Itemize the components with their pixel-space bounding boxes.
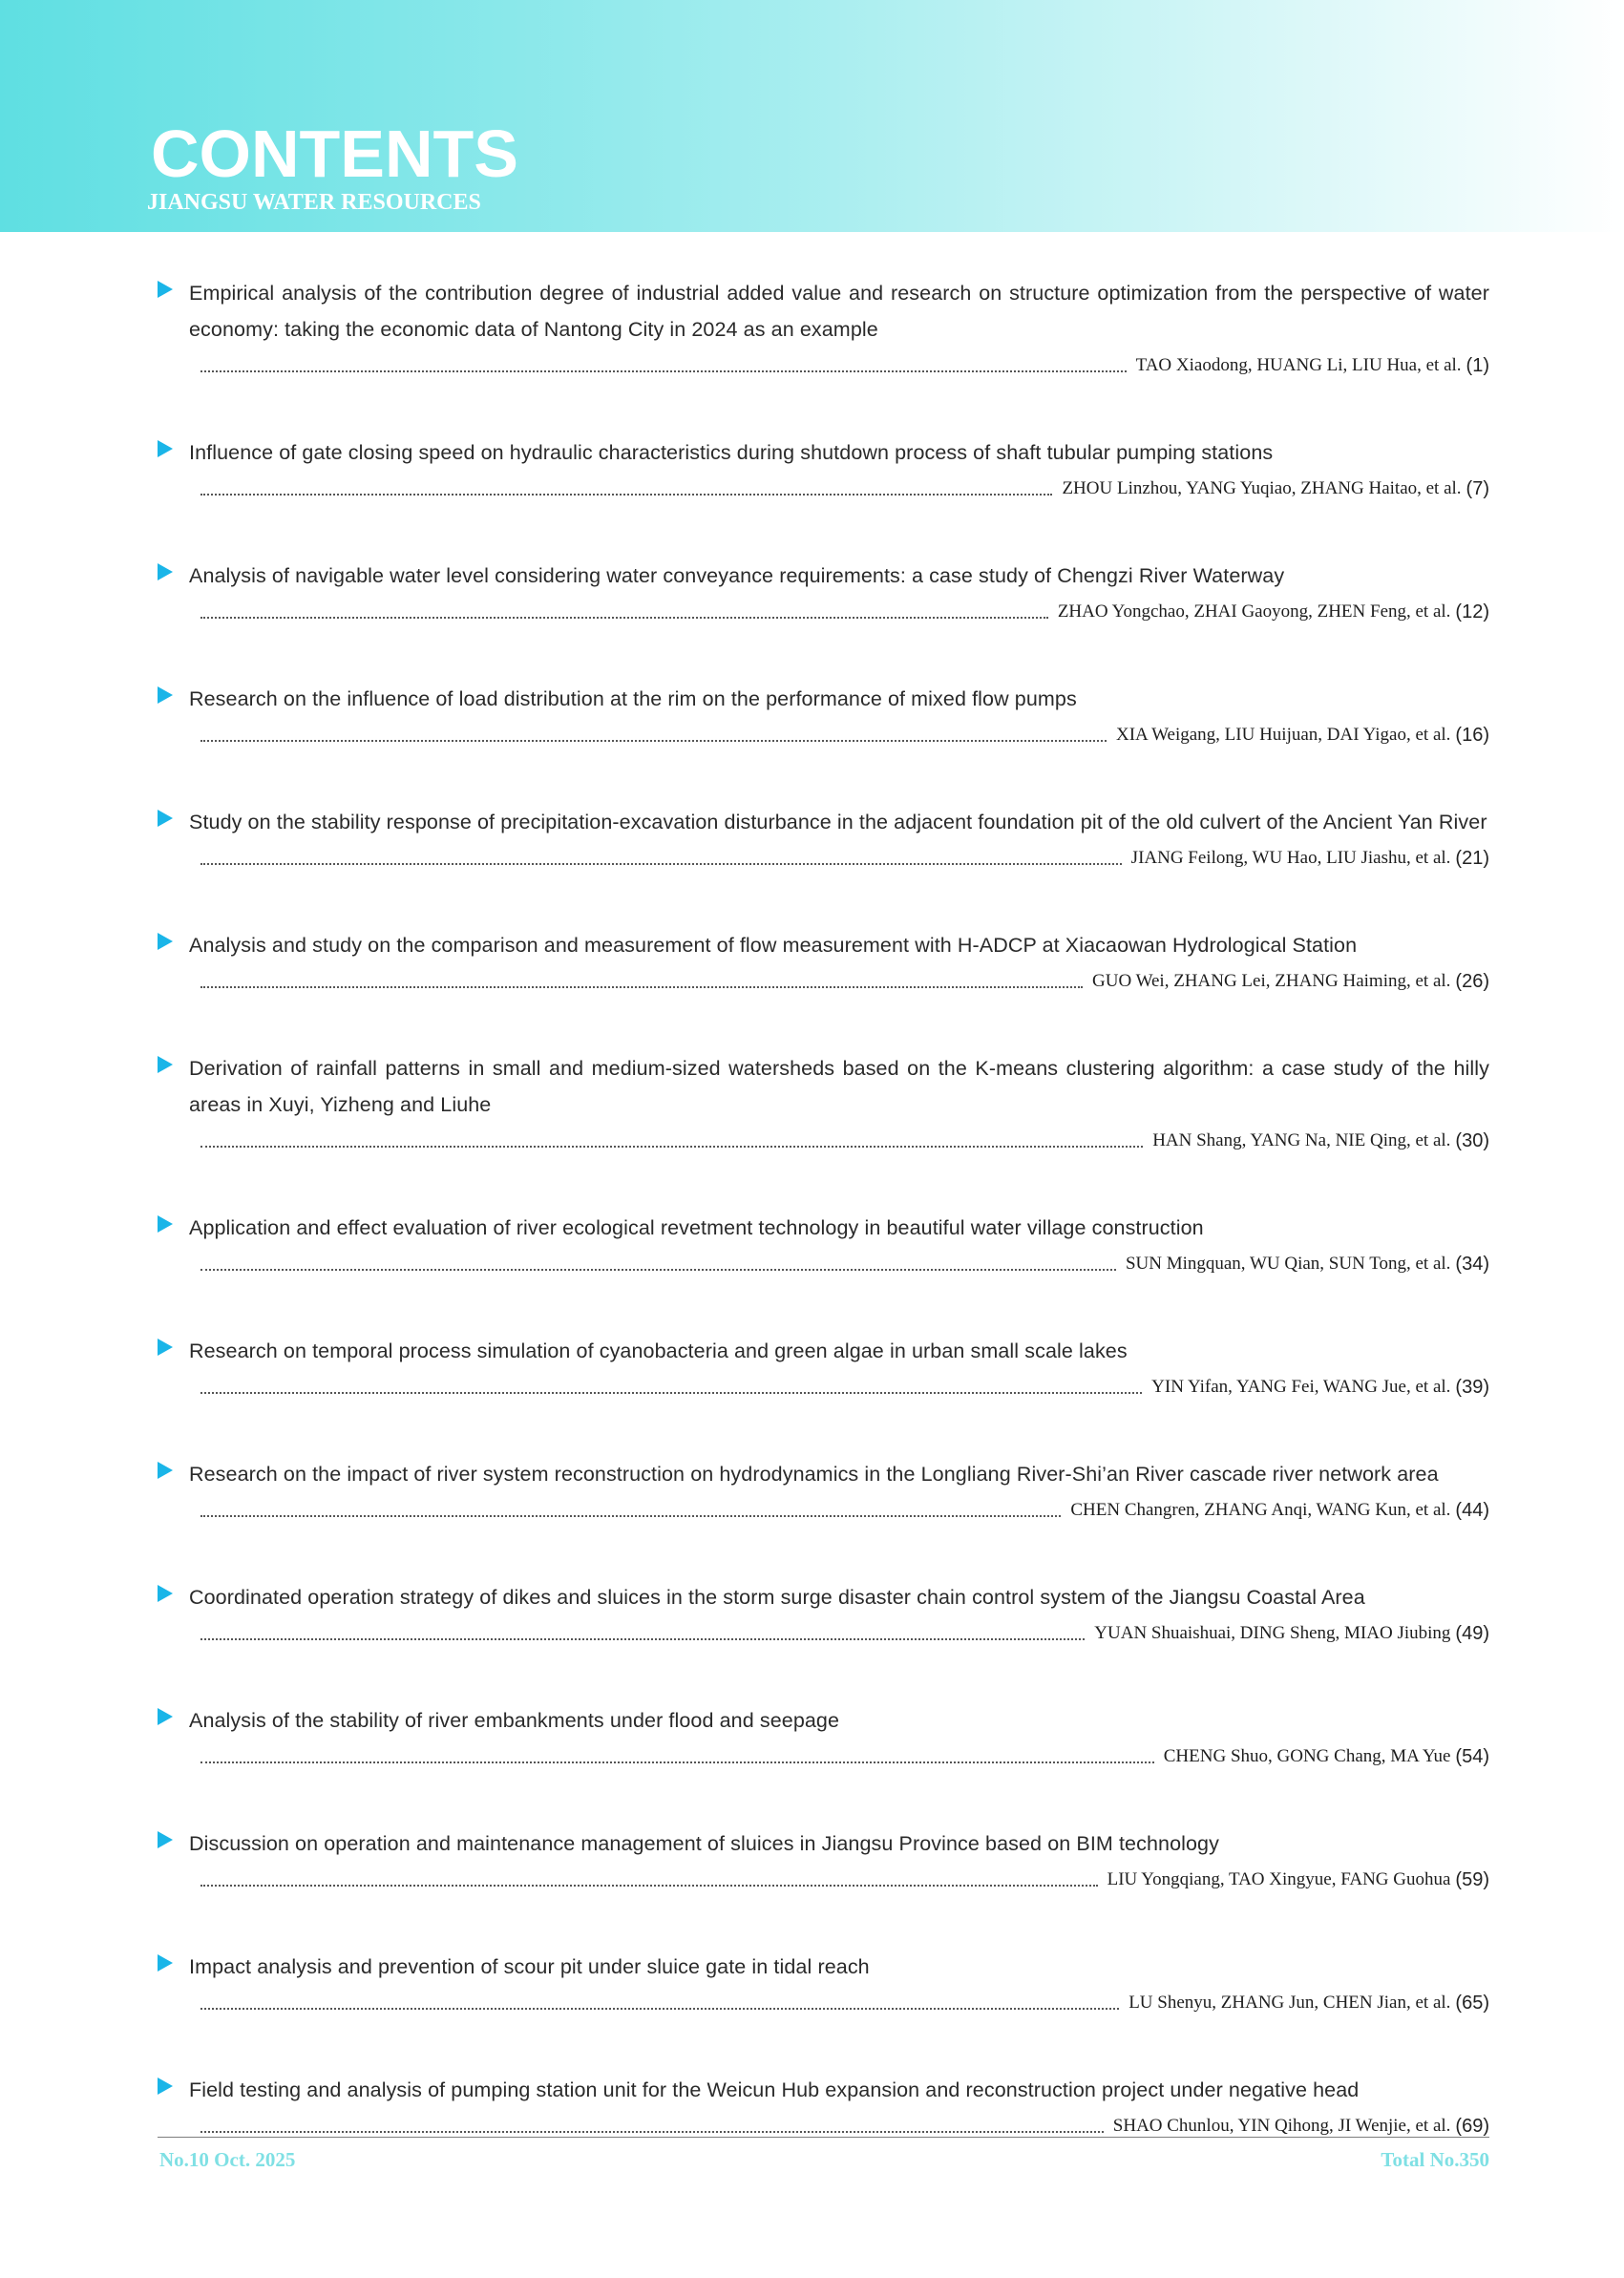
article-authors: ZHOU Linzhou, YANG Yuqiao, ZHANG Haitao, et al. xyxy=(1062,478,1462,498)
triangle-right-icon xyxy=(158,1339,173,1356)
toc-entry[interactable] xyxy=(158,1050,1489,1159)
article-authors: HAN Shang, YANG Na, NIE Qing, et al. xyxy=(1152,1130,1451,1150)
article-title[interactable]: Influence of gate closing speed on hydraulic characteristics during shutdown process of shaft tubular pumping stations xyxy=(189,441,1274,464)
issue-number: No.10 Oct. 2025 xyxy=(159,2148,296,2171)
triangle-right-icon xyxy=(158,563,173,580)
triangle-right-icon xyxy=(158,933,173,950)
authors-row xyxy=(189,594,1489,630)
triangle-right-icon xyxy=(158,1462,173,1479)
toc-entry[interactable] xyxy=(158,1949,1489,2021)
page-number[interactable]: (65) xyxy=(1455,1993,1489,2014)
dot-leader xyxy=(200,370,1127,372)
article-title[interactable]: Coordinated operation strategy of dikes and sluices in the storm surge disaster chain control system of the Jiangsu Coastal Area xyxy=(189,1586,1365,1609)
dot-leader xyxy=(200,494,1052,496)
authors-row xyxy=(189,348,1489,384)
dot-leader xyxy=(200,1269,1116,1271)
page-number[interactable]: (1) xyxy=(1466,355,1489,376)
table-of-contents xyxy=(158,275,1489,2195)
article-authors: CHEN Changren, ZHANG Anqi, WANG Kun, et al. xyxy=(1070,1500,1451,1520)
triangle-right-icon xyxy=(158,1056,173,1073)
article-title[interactable]: Field testing and analysis of pumping station unit for the Weicun Hub expansion and reconstruction project under negative head xyxy=(189,2078,1360,2101)
article-authors: TAO Xiaodong, HUANG Li, LIU Hua, et al. xyxy=(1135,355,1462,375)
triangle-right-icon xyxy=(158,1585,173,1602)
article-title[interactable]: Empirical analysis of the contribution degree of industrial added value and research on structure optimization from the perspective of water economy: taking the economic data of Nantong City in 2024 as an example xyxy=(189,282,1489,341)
article-title[interactable]: Application and effect evaluation of river ecological revetment technology in beautiful water village construction xyxy=(189,1216,1204,1239)
dot-leader xyxy=(200,1885,1098,1887)
page-number[interactable]: (21) xyxy=(1455,848,1489,869)
page-number[interactable]: (54) xyxy=(1455,1746,1489,1767)
triangle-right-icon xyxy=(158,1708,173,1725)
article-title[interactable]: Research on the influence of load distribution at the rim on the performance of mixed flow pumps xyxy=(189,687,1077,710)
page-title: CONTENTS xyxy=(151,116,518,191)
authors-row xyxy=(189,471,1489,507)
article-title[interactable]: Study on the stability response of precipitation-excavation disturbance in the adjacent foundation pit of the old culvert of the Ancient Yan River xyxy=(189,811,1487,833)
dot-leader xyxy=(200,863,1122,865)
dot-leader xyxy=(200,617,1048,619)
footer-divider xyxy=(158,2137,1489,2138)
dot-leader xyxy=(200,1392,1142,1394)
authors-row xyxy=(189,963,1489,1000)
page-number[interactable]: (12) xyxy=(1455,601,1489,622)
page-number[interactable]: (69) xyxy=(1455,2116,1489,2137)
toc-entry[interactable] xyxy=(158,1579,1489,1652)
authors-row xyxy=(189,1246,1489,1282)
page-number[interactable]: (59) xyxy=(1455,1869,1489,1890)
dot-leader xyxy=(200,1146,1143,1148)
page-number[interactable]: (49) xyxy=(1455,1623,1489,1644)
article-authors: ZHAO Yongchao, ZHAI Gaoyong, ZHEN Feng, et al. xyxy=(1057,601,1451,622)
dot-leader xyxy=(200,1638,1085,1640)
page-number[interactable]: (30) xyxy=(1455,1130,1489,1151)
dot-leader xyxy=(200,2131,1104,2133)
article-title[interactable]: Analysis of the stability of river embankments under flood and seepage xyxy=(189,1709,840,1732)
article-authors: CHENG Shuo, GONG Chang, MA Yue xyxy=(1163,1746,1451,1766)
authors-row xyxy=(189,1123,1489,1159)
page-number[interactable]: (44) xyxy=(1455,1500,1489,1521)
article-authors: YUAN Shuaishuai, DING Sheng, MIAO Jiubing xyxy=(1094,1623,1451,1643)
triangle-right-icon xyxy=(158,1954,173,1972)
article-title[interactable]: Research on temporal process simulation of cyanobacteria and green algae in urban small scale lakes xyxy=(189,1339,1128,1362)
article-authors: YIN Yifan, YANG Fei, WANG Jue, et al. xyxy=(1151,1377,1451,1397)
dot-leader xyxy=(200,1761,1154,1763)
toc-entry[interactable] xyxy=(158,275,1489,384)
dot-leader xyxy=(200,2008,1119,2010)
authors-row xyxy=(189,717,1489,753)
toc-entry[interactable] xyxy=(158,434,1489,507)
header-banner xyxy=(0,0,1624,232)
triangle-right-icon xyxy=(158,2078,173,2095)
article-title[interactable]: Discussion on operation and maintenance management of sluices in Jiangsu Province based on BIM technology xyxy=(189,1832,1219,1855)
toc-entry[interactable] xyxy=(158,1333,1489,1405)
triangle-right-icon xyxy=(158,281,173,298)
authors-row xyxy=(189,2108,1489,2144)
page-number[interactable]: (39) xyxy=(1455,1377,1489,1398)
dot-leader xyxy=(200,740,1107,742)
authors-row xyxy=(189,1492,1489,1529)
page-number[interactable]: (7) xyxy=(1466,478,1489,499)
toc-entry[interactable] xyxy=(158,1456,1489,1529)
triangle-right-icon xyxy=(158,1831,173,1848)
article-authors: XIA Weigang, LIU Huijuan, DAI Yigao, et al. xyxy=(1115,725,1451,745)
triangle-right-icon xyxy=(158,686,173,704)
toc-entry[interactable] xyxy=(158,1702,1489,1775)
authors-row xyxy=(189,1739,1489,1775)
authors-row xyxy=(189,1615,1489,1652)
article-title[interactable]: Research on the impact of river system reconstruction on hydrodynamics in the Longliang River-Shi’an River cascade river network area xyxy=(189,1463,1439,1486)
toc-entry[interactable] xyxy=(158,681,1489,753)
article-title[interactable]: Impact analysis and prevention of scour pit under sluice gate in tidal reach xyxy=(189,1955,870,1978)
toc-entry[interactable] xyxy=(158,2072,1489,2144)
dot-leader xyxy=(200,986,1083,988)
toc-entry[interactable] xyxy=(158,1825,1489,1898)
toc-entry[interactable] xyxy=(158,927,1489,1000)
triangle-right-icon xyxy=(158,810,173,827)
page-number[interactable]: (34) xyxy=(1455,1254,1489,1275)
authors-row xyxy=(189,1369,1489,1405)
article-authors: LIU Yongqiang, TAO Xingyue, FANG Guohua xyxy=(1107,1869,1451,1889)
toc-entry[interactable] xyxy=(158,804,1489,876)
page-number[interactable]: (26) xyxy=(1455,971,1489,992)
article-authors: GUO Wei, ZHANG Lei, ZHANG Haiming, et al. xyxy=(1092,971,1451,991)
authors-row xyxy=(189,840,1489,876)
article-authors: JIANG Feilong, WU Hao, LIU Jiashu, et al. xyxy=(1130,848,1451,868)
authors-row xyxy=(189,1862,1489,1898)
dot-leader xyxy=(200,1515,1061,1517)
toc-entry[interactable] xyxy=(158,558,1489,630)
authors-row xyxy=(189,1985,1489,2021)
article-title[interactable]: Analysis and study on the comparison and measurement of flow measurement with H-ADCP at Xiacaowan Hydrological Station xyxy=(189,934,1358,957)
article-authors: LU Shenyu, ZHANG Jun, CHEN Jian, et al. xyxy=(1128,1993,1451,2013)
total-issue-number: Total No.350 xyxy=(1381,2148,1489,2171)
toc-entry[interactable] xyxy=(158,1210,1489,1282)
article-authors: SHAO Chunlou, YIN Qihong, JI Wenjie, et al. xyxy=(1112,2116,1451,2136)
journal-name: JIANGSU WATER RESOURCES xyxy=(147,190,481,215)
article-authors: SUN Mingquan, WU Qian, SUN Tong, et al. xyxy=(1125,1254,1451,1274)
triangle-right-icon xyxy=(158,440,173,457)
triangle-right-icon xyxy=(158,1215,173,1233)
article-title[interactable]: Derivation of rainfall patterns in small and medium-sized watersheds based on the K-means clustering algorithm: a case study of the hilly areas in Xuyi, Yizheng and Liuhe xyxy=(189,1057,1489,1116)
article-title[interactable]: Analysis of navigable water level considering water conveyance requirements: a case study of Chengzi River Waterway xyxy=(189,564,1285,587)
page-number[interactable]: (16) xyxy=(1455,725,1489,746)
